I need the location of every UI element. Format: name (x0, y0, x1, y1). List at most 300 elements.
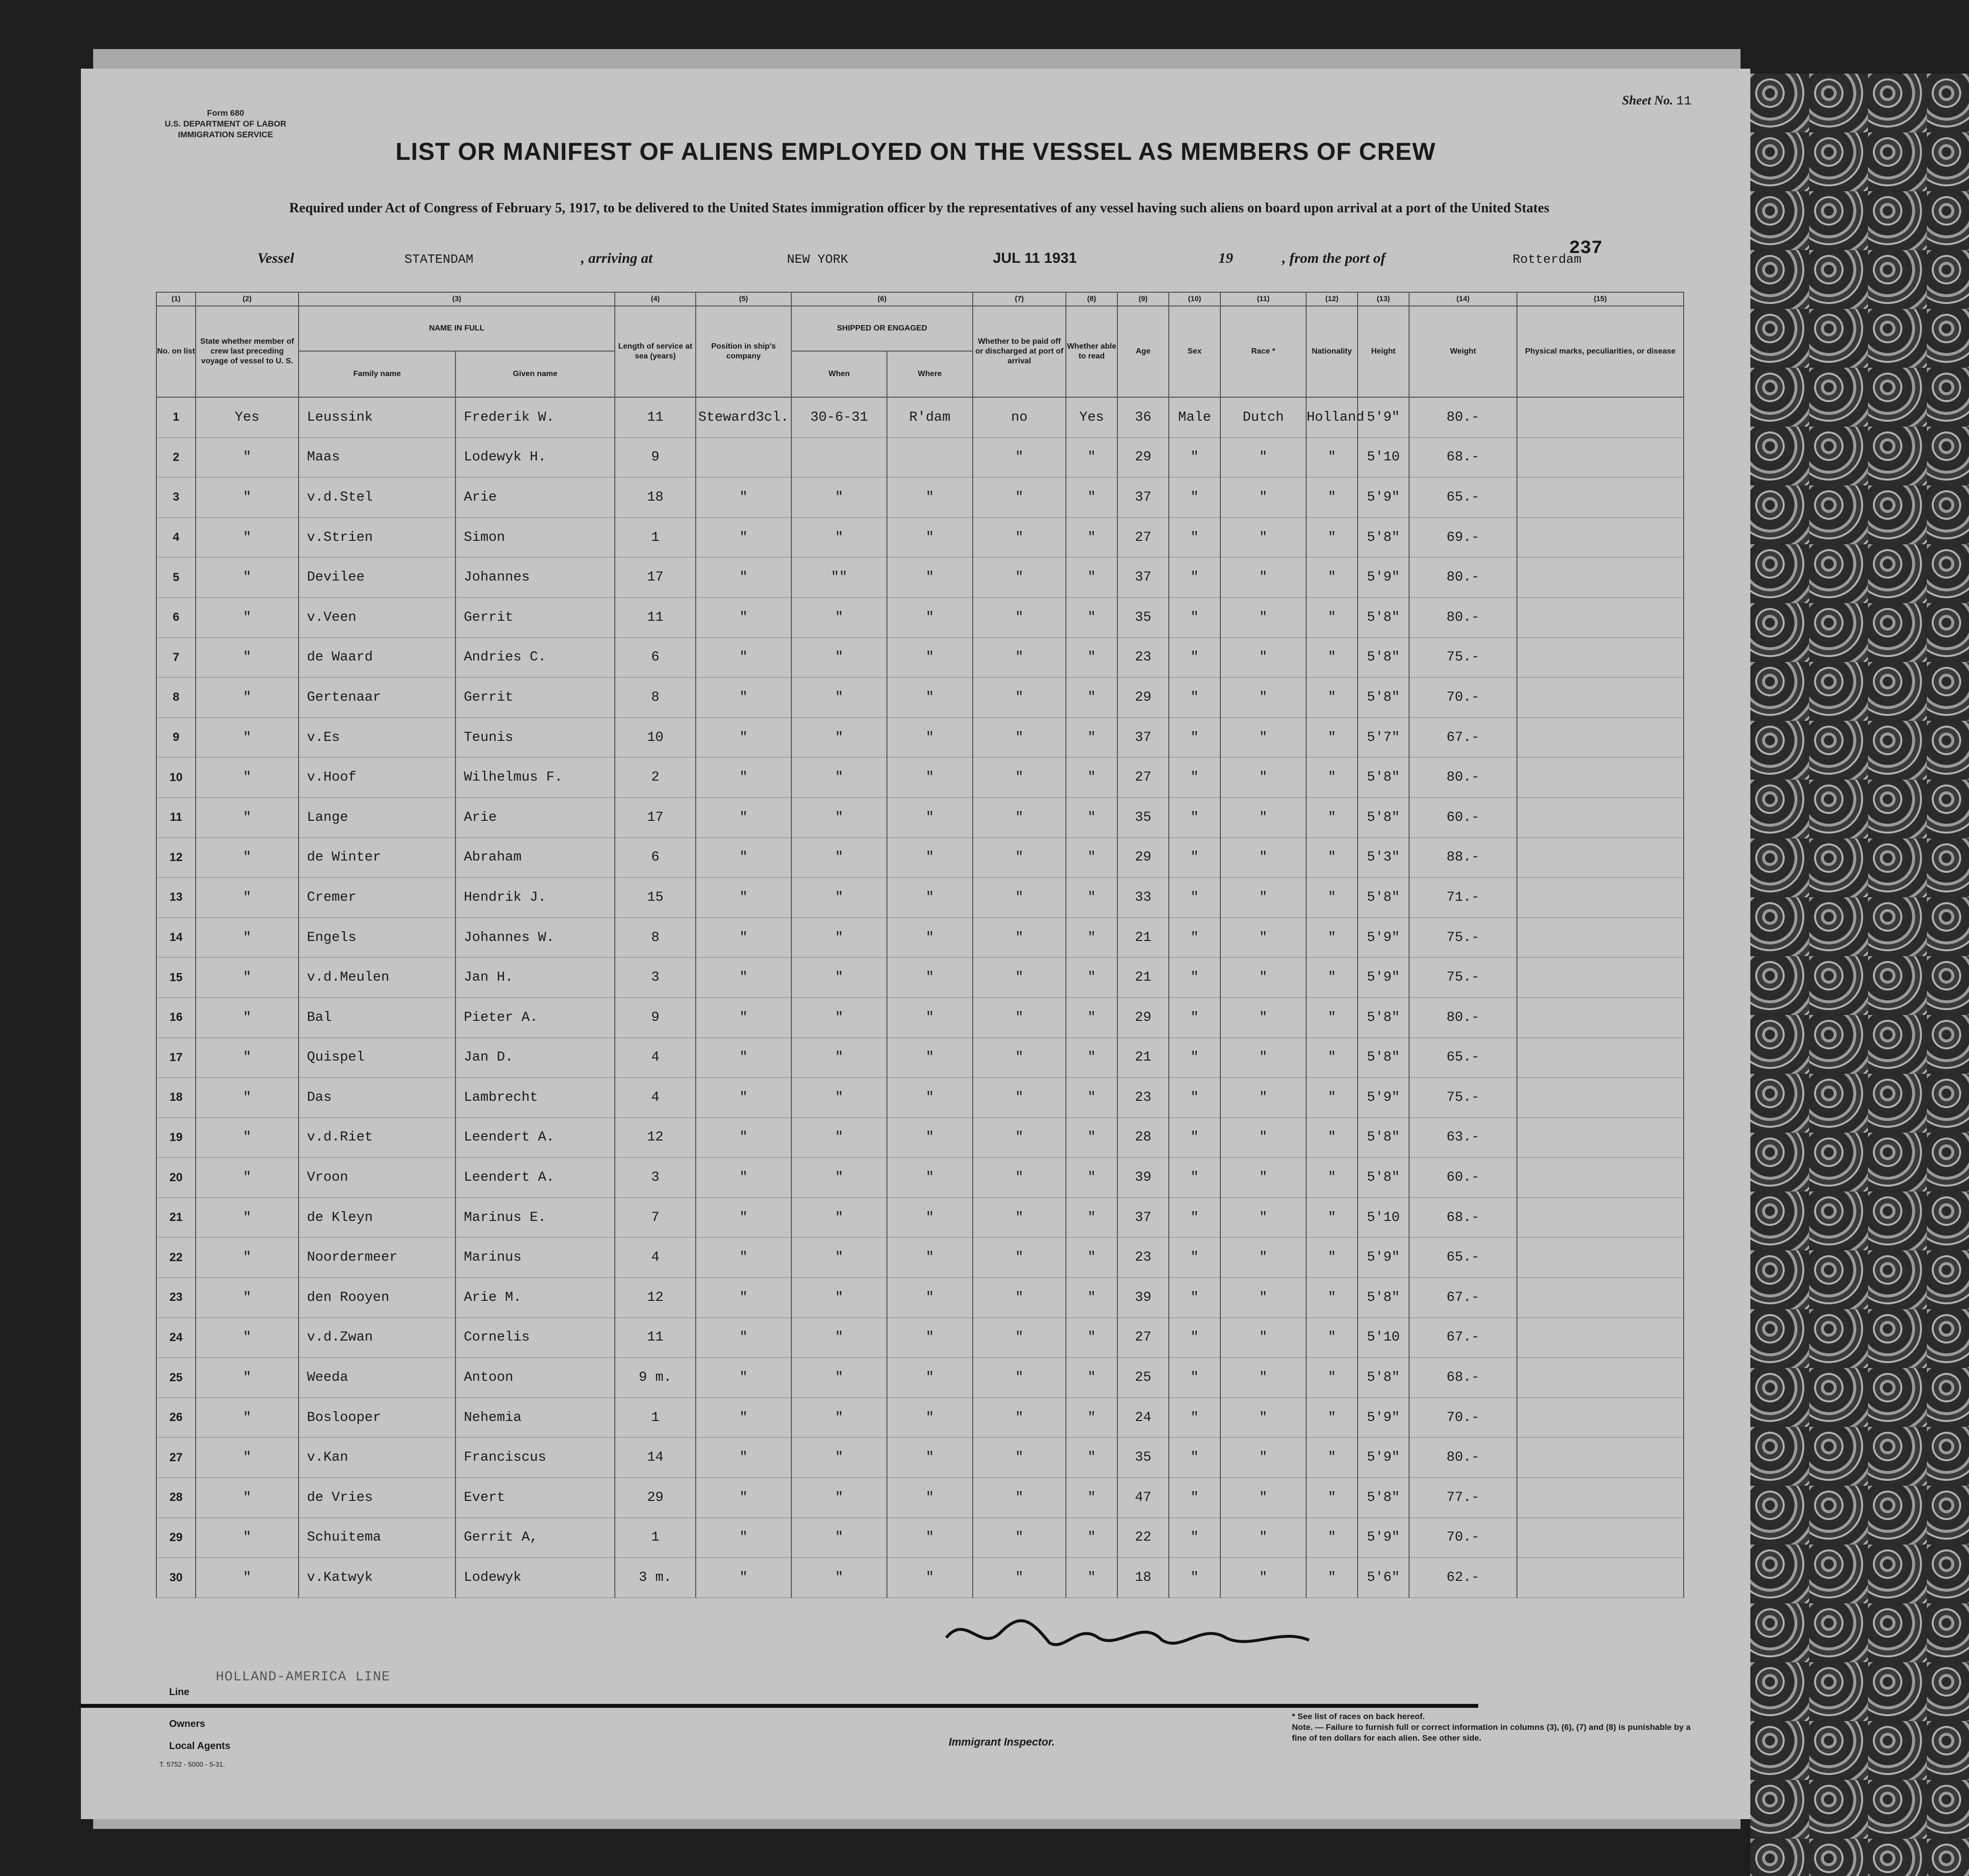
age-cell: 22 (1117, 1518, 1169, 1558)
height-cell: 5'9" (1358, 1518, 1409, 1558)
physical-marks-cell (1517, 558, 1684, 598)
sex-cell: " (1169, 758, 1220, 798)
given-name-cell: Hendrik J. (455, 878, 615, 918)
nationality-cell: " (1306, 478, 1358, 518)
position-cell: " (696, 917, 791, 958)
table-row (156, 1078, 1684, 1118)
nationality-cell: " (1306, 1278, 1358, 1318)
last-voyage-cell: " (196, 878, 299, 918)
table-row (156, 917, 1684, 958)
shipped-where-cell: R'dam (887, 397, 973, 437)
height-cell: 5'9" (1358, 558, 1409, 598)
family-name-cell: v.Strien (299, 517, 455, 558)
family-name-cell: Gertenaar (299, 678, 455, 718)
able-read-cell: " (1066, 437, 1117, 478)
physical-marks-cell (1517, 1318, 1684, 1358)
sex-cell: " (1169, 1438, 1220, 1478)
paid-off-cell: " (973, 958, 1066, 998)
arriving-port: NEW YORK (787, 252, 848, 267)
sex-cell: " (1169, 1318, 1220, 1358)
family-name-cell: Vroon (299, 1158, 455, 1198)
given-name-cell: Nehemia (455, 1397, 615, 1438)
sex-cell: " (1169, 1278, 1220, 1318)
shipped-where-cell: " (887, 717, 973, 758)
able-read-cell: " (1066, 1158, 1117, 1198)
length-service-cell: 17 (615, 558, 696, 598)
paid-off-cell: " (973, 1318, 1066, 1358)
crew-table-container (156, 292, 1683, 1598)
paid-off-cell: " (973, 1478, 1066, 1518)
height-cell: 5'9" (1358, 478, 1409, 518)
position-cell: " (696, 678, 791, 718)
age-cell: 47 (1117, 1478, 1169, 1518)
crew-table (156, 292, 1684, 1598)
table-row (156, 797, 1684, 837)
shipped-when-cell: " (791, 1397, 887, 1438)
col-num: (1) (156, 292, 196, 306)
position-cell: " (696, 717, 791, 758)
row-number-cell: 14 (156, 917, 196, 958)
paid-off-cell: " (973, 1038, 1066, 1078)
shipped-when-cell (791, 437, 887, 478)
shipped-where-cell: " (887, 1078, 973, 1118)
height-cell: 5'8" (1358, 597, 1409, 637)
given-name-cell: Simon (455, 517, 615, 558)
physical-marks-cell (1517, 637, 1684, 678)
last-voyage-cell: " (196, 797, 299, 837)
given-name-cell: Marinus E. (455, 1197, 615, 1238)
paid-off-cell: " (973, 517, 1066, 558)
paid-off-cell: " (973, 917, 1066, 958)
header-when: When (791, 351, 887, 397)
position-cell: " (696, 1158, 791, 1198)
position-cell: " (696, 558, 791, 598)
race-cell: " (1220, 1318, 1306, 1358)
shipped-when-cell: " (791, 1438, 887, 1478)
physical-marks-cell (1517, 1558, 1684, 1598)
height-cell: 5'8" (1358, 637, 1409, 678)
department-name: U.S. DEPARTMENT OF LABOR (164, 119, 287, 128)
sex-cell: " (1169, 797, 1220, 837)
able-read-cell: " (1066, 997, 1117, 1038)
height-cell: 5'8" (1358, 878, 1409, 918)
column-number-row (156, 292, 1684, 306)
last-voyage-cell: " (196, 717, 299, 758)
sex-cell: " (1169, 517, 1220, 558)
table-row (156, 1197, 1684, 1238)
vessel-label: Vessel (257, 250, 294, 266)
height-cell: 5'8" (1358, 1358, 1409, 1398)
physical-marks-cell (1517, 837, 1684, 878)
height-cell: 5'8" (1358, 758, 1409, 798)
last-voyage-cell: " (196, 1158, 299, 1198)
shipped-where-cell: " (887, 517, 973, 558)
last-voyage-cell: " (196, 1197, 299, 1238)
shipped-when-cell: " (791, 1158, 887, 1198)
header-age: Age (1117, 306, 1169, 397)
weight-cell: 63.- (1409, 1117, 1517, 1158)
age-cell: 33 (1117, 878, 1169, 918)
vessel-line (257, 250, 1704, 279)
weight-cell: 65.- (1409, 1038, 1517, 1078)
table-row (156, 958, 1684, 998)
nationality-cell: " (1306, 1238, 1358, 1278)
weight-cell: 80.- (1409, 1438, 1517, 1478)
header-height: Height (1358, 306, 1409, 397)
position-cell: " (696, 1078, 791, 1118)
paid-off-cell: " (973, 1197, 1066, 1238)
table-row (156, 397, 1684, 437)
nationality-cell: " (1306, 437, 1358, 478)
height-cell: 5'9" (1358, 1238, 1409, 1278)
service-name: IMMIGRATION SERVICE (178, 130, 273, 139)
family-name-cell: de Waard (299, 637, 455, 678)
able-read-cell: " (1066, 1238, 1117, 1278)
sex-cell: " (1169, 1358, 1220, 1398)
length-service-cell: 4 (615, 1078, 696, 1118)
paid-off-cell: " (973, 1238, 1066, 1278)
header-row-1 (156, 306, 1684, 351)
table-row (156, 1397, 1684, 1438)
header-able-read: Whether able to read (1066, 306, 1117, 397)
length-service-cell: 12 (615, 1278, 696, 1318)
age-cell: 29 (1117, 997, 1169, 1038)
given-name-cell: Lambrecht (455, 1078, 615, 1118)
table-row (156, 1438, 1684, 1478)
shipped-where-cell: " (887, 1478, 973, 1518)
row-number-cell: 19 (156, 1117, 196, 1158)
sheet-value: 11 (1676, 94, 1691, 108)
page-subtitle: Required under Act of Congress of February 5, 1917, to be delivered to the United States immigration officer by the representatives of any vessel having such aliens on board upon arrival at a port of the United States (289, 201, 1549, 216)
sex-cell: " (1169, 1478, 1220, 1518)
shipped-when-cell: " (791, 1238, 887, 1278)
shipped-where-cell: " (887, 597, 973, 637)
position-cell: " (696, 637, 791, 678)
sex-cell: " (1169, 1238, 1220, 1278)
race-cell: " (1220, 1238, 1306, 1278)
age-cell: 29 (1117, 678, 1169, 718)
vessel-name: STATENDAM (404, 252, 474, 267)
weight-cell: 77.- (1409, 1478, 1517, 1518)
row-number-cell: 2 (156, 437, 196, 478)
sex-cell: " (1169, 437, 1220, 478)
given-name-cell: Gerrit (455, 597, 615, 637)
col-num: (12) (1306, 292, 1358, 306)
paid-off-cell: no (973, 397, 1066, 437)
last-voyage-cell: " (196, 1278, 299, 1318)
shipped-where-cell: " (887, 917, 973, 958)
table-row (156, 758, 1684, 798)
nationality-cell: " (1306, 717, 1358, 758)
row-number-cell: 9 (156, 717, 196, 758)
family-name-cell: v.Kan (299, 1438, 455, 1478)
shipped-when-cell: " (791, 917, 887, 958)
given-name-cell: Johannes W. (455, 917, 615, 958)
length-service-cell: 11 (615, 1318, 696, 1358)
row-number-cell: 1 (156, 397, 196, 437)
col-num: (2) (196, 292, 299, 306)
given-name-cell: Jan H. (455, 958, 615, 998)
shipped-where-cell: " (887, 878, 973, 918)
paid-off-cell: " (973, 678, 1066, 718)
shipped-where-cell: " (887, 1438, 973, 1478)
age-cell: 35 (1117, 597, 1169, 637)
age-cell: 23 (1117, 1238, 1169, 1278)
height-cell: 5'9" (1358, 1397, 1409, 1438)
table-row (156, 1318, 1684, 1358)
family-name-cell: Maas (299, 437, 455, 478)
physical-marks-cell (1517, 1478, 1684, 1518)
sex-cell: " (1169, 997, 1220, 1038)
last-voyage-cell: " (196, 678, 299, 718)
height-cell: 5'8" (1358, 1038, 1409, 1078)
nationality-cell: " (1306, 1558, 1358, 1598)
length-service-cell: 1 (615, 517, 696, 558)
given-name-cell: Jan D. (455, 1038, 615, 1078)
paid-off-cell: " (973, 837, 1066, 878)
shipped-when-cell: " (791, 958, 887, 998)
nationality-cell: " (1306, 1438, 1358, 1478)
family-name-cell: v.Veen (299, 597, 455, 637)
family-name-cell: den Rooyen (299, 1278, 455, 1318)
sex-cell: " (1169, 558, 1220, 598)
physical-marks-cell (1517, 597, 1684, 637)
table-row (156, 597, 1684, 637)
family-name-cell: Weeda (299, 1358, 455, 1398)
last-voyage-cell: " (196, 478, 299, 518)
table-row (156, 1158, 1684, 1198)
nationality-cell: " (1306, 758, 1358, 798)
given-name-cell: Lodewyk H. (455, 437, 615, 478)
given-name-cell: Frederik W. (455, 397, 615, 437)
row-number-cell: 21 (156, 1197, 196, 1238)
family-name-cell: Engels (299, 917, 455, 958)
length-service-cell: 9 m. (615, 1358, 696, 1398)
age-cell: 27 (1117, 1318, 1169, 1358)
position-cell: " (696, 1318, 791, 1358)
shipped-when-cell: " (791, 758, 887, 798)
table-row (156, 878, 1684, 918)
length-service-cell: 3 (615, 1158, 696, 1198)
height-cell: 5'8" (1358, 1278, 1409, 1318)
race-cell: " (1220, 558, 1306, 598)
age-cell: 35 (1117, 1438, 1169, 1478)
last-voyage-cell: " (196, 1438, 299, 1478)
row-number-cell: 29 (156, 1518, 196, 1558)
position-cell: " (696, 837, 791, 878)
family-name-cell: Das (299, 1078, 455, 1118)
able-read-cell: " (1066, 878, 1117, 918)
physical-marks-cell (1517, 1158, 1684, 1198)
age-cell: 23 (1117, 1078, 1169, 1118)
shipped-when-cell: " (791, 1518, 887, 1558)
nationality-cell: " (1306, 958, 1358, 998)
length-service-cell: 29 (615, 1478, 696, 1518)
line-value: HOLLAND-AMERICA LINE (216, 1670, 391, 1685)
physical-marks-cell (1517, 1438, 1684, 1478)
shipped-when-cell: " (791, 478, 887, 518)
inspector-label: Immigrant Inspector. (949, 1736, 1055, 1748)
race-cell: " (1220, 758, 1306, 798)
last-voyage-cell: " (196, 917, 299, 958)
weight-cell: 75.- (1409, 637, 1517, 678)
last-voyage-cell: " (196, 1078, 299, 1118)
age-cell: 29 (1117, 837, 1169, 878)
family-name-cell: v.d.Zwan (299, 1318, 455, 1358)
length-service-cell: 9 (615, 997, 696, 1038)
shipped-when-cell: " (791, 1117, 887, 1158)
age-cell: 23 (1117, 637, 1169, 678)
physical-marks-cell (1517, 797, 1684, 837)
header-sex: Sex (1169, 306, 1220, 397)
nationality-cell: Holland (1306, 397, 1358, 437)
able-read-cell: " (1066, 1518, 1117, 1558)
age-cell: 24 (1117, 1397, 1169, 1438)
able-read-cell: " (1066, 1038, 1117, 1078)
race-cell: " (1220, 878, 1306, 918)
weight-cell: 68.- (1409, 1358, 1517, 1398)
sex-cell: " (1169, 1197, 1220, 1238)
row-number-cell: 27 (156, 1438, 196, 1478)
physical-marks-cell (1517, 437, 1684, 478)
position-cell: " (696, 1278, 791, 1318)
height-cell: 5'8" (1358, 797, 1409, 837)
able-read-cell: " (1066, 1397, 1117, 1438)
header-last-voyage: State whether member of crew last preceding voyage of vessel to U. S. (196, 306, 299, 397)
sex-cell: " (1169, 1397, 1220, 1438)
race-cell: " (1220, 517, 1306, 558)
weight-cell: 67.- (1409, 1318, 1517, 1358)
shipped-where-cell: " (887, 558, 973, 598)
nationality-cell: " (1306, 1078, 1358, 1118)
physical-marks-cell (1517, 917, 1684, 958)
last-voyage-cell: " (196, 1478, 299, 1518)
family-name-cell: de Winter (299, 837, 455, 878)
shipped-where-cell: " (887, 637, 973, 678)
shipped-when-cell: " (791, 1078, 887, 1118)
race-cell: " (1220, 1158, 1306, 1198)
physical-marks-cell (1517, 1038, 1684, 1078)
given-name-cell: Leendert A. (455, 1117, 615, 1158)
form-code: T. 5752 - 5000 - 5-31. (159, 1760, 225, 1768)
page-title: LIST OR MANIFEST OF ALIENS EMPLOYED ON THE VESSEL AS MEMBERS OF CREW (395, 138, 1436, 165)
shipped-where-cell: " (887, 1358, 973, 1398)
shipped-when-cell: " (791, 1197, 887, 1238)
sex-cell: " (1169, 1518, 1220, 1558)
given-name-cell: Arie M. (455, 1278, 615, 1318)
year-label: 19 (1218, 250, 1233, 266)
length-service-cell: 15 (615, 878, 696, 918)
able-read-cell: " (1066, 597, 1117, 637)
length-service-cell: 11 (615, 597, 696, 637)
position-cell: " (696, 478, 791, 518)
height-cell: 5'9" (1358, 1438, 1409, 1478)
family-name-cell: v.d.Riet (299, 1117, 455, 1158)
row-number-cell: 3 (156, 478, 196, 518)
header-nationality: Nationality (1306, 306, 1358, 397)
weight-cell: 67.- (1409, 1278, 1517, 1318)
position-cell: " (696, 997, 791, 1038)
physical-marks-cell (1517, 717, 1684, 758)
physical-marks-cell (1517, 1197, 1684, 1238)
nationality-cell: " (1306, 1197, 1358, 1238)
paid-off-cell: " (973, 558, 1066, 598)
length-service-cell: 8 (615, 917, 696, 958)
paid-off-cell: " (973, 1438, 1066, 1478)
given-name-cell: Franciscus (455, 1438, 615, 1478)
position-cell: " (696, 1117, 791, 1158)
row-number-cell: 8 (156, 678, 196, 718)
able-read-cell: " (1066, 717, 1117, 758)
weight-cell: 80.- (1409, 558, 1517, 598)
weight-cell: 67.- (1409, 717, 1517, 758)
sex-cell: " (1169, 1558, 1220, 1598)
decorative-backdrop (1750, 74, 1969, 1876)
col-num: (13) (1358, 292, 1409, 306)
col-num: (10) (1169, 292, 1220, 306)
paid-off-cell: " (973, 1158, 1066, 1198)
row-number-cell: 22 (156, 1238, 196, 1278)
col-num: (11) (1220, 292, 1306, 306)
row-number-cell: 10 (156, 758, 196, 798)
table-row (156, 678, 1684, 718)
age-cell: 21 (1117, 917, 1169, 958)
shipped-where-cell: " (887, 997, 973, 1038)
race-cell: " (1220, 1438, 1306, 1478)
able-read-cell: Yes (1066, 397, 1117, 437)
shipped-where-cell: " (887, 837, 973, 878)
given-name-cell: Gerrit (455, 678, 615, 718)
nationality-cell: " (1306, 678, 1358, 718)
given-name-cell: Pieter A. (455, 997, 615, 1038)
family-name-cell: v.d.Meulen (299, 958, 455, 998)
weight-cell: 80.- (1409, 758, 1517, 798)
table-row (156, 1518, 1684, 1558)
able-read-cell: " (1066, 917, 1117, 958)
able-read-cell: " (1066, 1197, 1117, 1238)
shipped-where-cell: " (887, 1197, 973, 1238)
family-name-cell: Lange (299, 797, 455, 837)
given-name-cell: Antoon (455, 1358, 615, 1398)
weight-cell: 70.- (1409, 1397, 1517, 1438)
header-where: Where (887, 351, 973, 397)
row-number-cell: 30 (156, 1558, 196, 1598)
height-cell: 5'9" (1358, 397, 1409, 437)
table-row (156, 1358, 1684, 1398)
paid-off-cell: " (973, 1117, 1066, 1158)
paid-off-cell: " (973, 758, 1066, 798)
family-name-cell: de Kleyn (299, 1197, 455, 1238)
race-cell: " (1220, 1278, 1306, 1318)
length-service-cell: 7 (615, 1197, 696, 1238)
shipped-when-cell: " (791, 837, 887, 878)
nationality-cell: " (1306, 797, 1358, 837)
shipped-where-cell: " (887, 758, 973, 798)
height-cell: 5'8" (1358, 997, 1409, 1038)
paid-off-cell: " (973, 1078, 1066, 1118)
arrival-date-stamp: JUL 11 1931 (993, 250, 1077, 266)
last-voyage-cell: " (196, 1038, 299, 1078)
family-name-cell: Devilee (299, 558, 455, 598)
given-name-cell: Arie (455, 797, 615, 837)
length-service-cell: 1 (615, 1518, 696, 1558)
length-service-cell: 17 (615, 797, 696, 837)
shipped-when-cell: " (791, 717, 887, 758)
length-service-cell: 14 (615, 1438, 696, 1478)
shipped-when-cell: " (791, 1318, 887, 1358)
header-name-in-full: NAME IN FULL (299, 306, 615, 351)
able-read-cell: " (1066, 637, 1117, 678)
